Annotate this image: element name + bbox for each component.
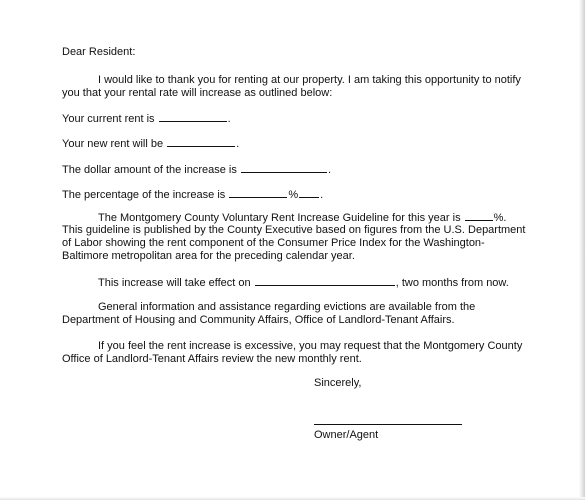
percent-sign: % — [288, 189, 299, 201]
percentage-increase-blank[interactable] — [229, 188, 287, 198]
new-rent-label: Your new rent will be — [62, 138, 164, 150]
dollar-increase-row — [62, 163, 331, 177]
guideline-percent-blank[interactable] — [465, 211, 493, 221]
new-rent-period: . — [236, 138, 240, 150]
current-rent-row — [62, 112, 231, 126]
percentage-extra-blank[interactable] — [299, 188, 319, 198]
guideline-line-4: Baltimore metropolitan area for the preceding calendar year. — [62, 250, 355, 262]
current-rent-label: Your current rent is — [62, 113, 155, 125]
effective-prefix: This increase will take effect on — [98, 277, 251, 289]
assistance-line-1: General information and assistance regarding evictions are available from the — [98, 301, 476, 313]
effective-suffix: , two months from now. — [395, 277, 509, 289]
assistance-line-2: Department of Housing and Community Affairs, Office of Landlord-Tenant Affairs. — [62, 314, 455, 326]
dollar-increase-period: . — [327, 164, 331, 176]
guideline-percent-suffix: %. — [493, 212, 507, 224]
percentage-increase-label: The percentage of the increase is — [62, 189, 226, 201]
current-rent-period: . — [227, 113, 231, 125]
intro-line-2: you that your rental rate will increase as outlined below: — [62, 87, 333, 99]
percentage-increase-period: . — [320, 189, 324, 201]
closing: Sincerely, — [314, 377, 362, 389]
intro-line-1: I would like to thank you for renting at our property. I am taking this opportunity to notify — [98, 74, 521, 86]
signer-title: Owner/Agent — [314, 429, 379, 441]
dollar-increase-label: The dollar amount of the increase is — [62, 164, 237, 176]
effective-date-row — [98, 276, 509, 290]
page-edge-shadow — [579, 0, 585, 500]
guideline-line-3: of Labor showing the rent component of the Consumer Price Index for the Washington- — [62, 237, 485, 249]
excessive-line-2: Office of Landlord-Tenant Affairs review the new monthly rent. — [62, 353, 362, 365]
guideline-line-1 — [98, 211, 506, 225]
effective-date-blank[interactable] — [255, 276, 395, 286]
current-rent-blank[interactable] — [159, 112, 227, 122]
guideline-text: The Montgomery County Voluntary Rent Increase Guideline for this year is — [98, 212, 461, 224]
new-rent-row — [62, 137, 239, 151]
percentage-increase-row — [62, 188, 323, 202]
new-rent-blank[interactable] — [167, 137, 235, 147]
dollar-increase-blank[interactable] — [241, 163, 327, 173]
guideline-line-2: This guideline is published by the County Executive based on figures from the U.S. Department — [62, 224, 526, 236]
excessive-line-1: If you feel the rent increase is excessive, you may request that the Montgomery County — [98, 340, 523, 352]
salutation: Dear Resident: — [62, 46, 136, 58]
signature-line[interactable] — [314, 424, 462, 425]
